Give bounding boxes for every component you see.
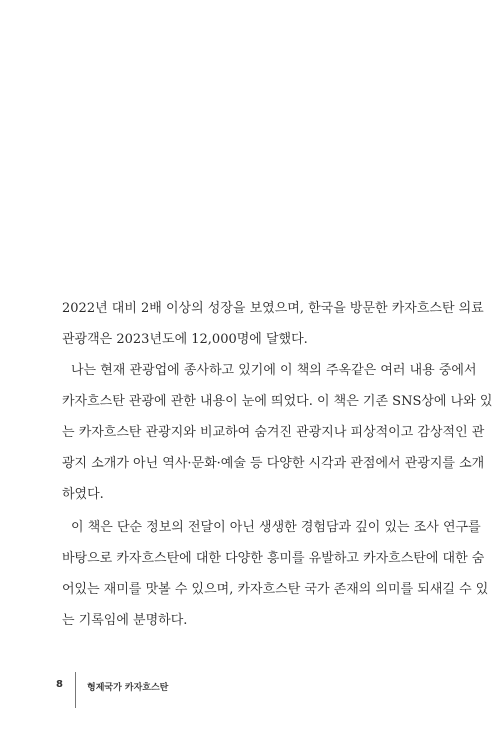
text-line: 나는 현재 관광업에 종사하고 있기에 이 책의 주옥같은 여러 내용 중에서 (71, 363, 477, 378)
paragraph (62, 355, 493, 510)
text-line: 2022년 대비 2배 이상의 성장을 보였으며, 한국을 방문한 카자흐스탄 의료 (62, 301, 484, 316)
text-line: 광지 소개가 아닌 역사·문화·예술 등 다양한 시각과 관점에서 관광지를 소개 (62, 456, 485, 471)
text-line: 관광객은 2023년도에 12,000명에 달했다. (62, 332, 308, 347)
body-text-section-1 (62, 293, 493, 510)
page-footer (0, 670, 500, 710)
text-line: 카자흐스탄 관광에 관한 내용이 눈에 띄었다. 이 책은 기존 SNS상에 나와 있 (62, 394, 493, 409)
text-line: 바탕으로 카자흐스탄에 대한 다양한 흥미를 유발하고 카자흐스탄에 대한 숨 (62, 551, 485, 566)
paragraph (62, 293, 484, 355)
text-line: 는 카자흐스탄 관광지와 비교하여 숨겨진 관광지나 피상적이고 감상적인 관 (62, 425, 485, 440)
text-line: 이 책은 단순 정보의 전달이 아닌 생생한 경험담과 깊이 있는 조사 연구를 (71, 520, 481, 535)
page-number: 8 (56, 679, 63, 690)
running-title: 형제국가 카자흐스탄 (87, 683, 169, 693)
text-line: 하였다. (62, 487, 104, 502)
text-line: 는 기록임에 분명하다. (62, 613, 188, 628)
body-text-section-2 (62, 512, 489, 636)
footer-divider (75, 672, 76, 708)
text-line: 어있는 재미를 맛볼 수 있으며, 카자흐스탄 국가 존재의 의미를 되새길 수 있 (62, 582, 489, 597)
paragraph (62, 512, 489, 636)
